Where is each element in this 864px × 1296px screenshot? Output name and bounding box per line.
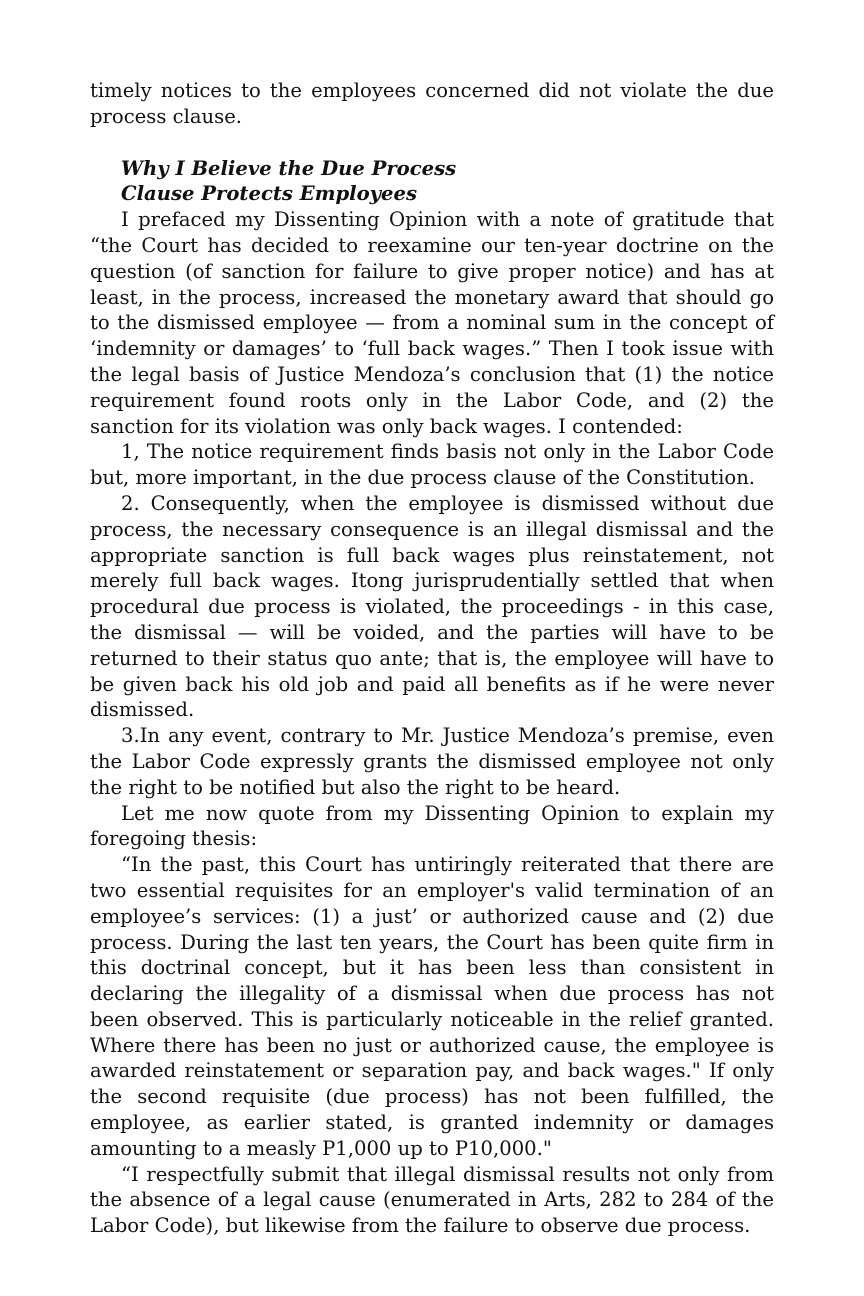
continuation-paragraph: timely notices to the employees concerned did not violate the due process clause.: [90, 79, 774, 128]
section-heading-line-1: Why I Believe the Due Process: [121, 156, 457, 180]
document-page: [90, 78, 774, 1239]
quote-intro-paragraph: Let me now quote from my Dissenting Opinion to explain my foregoing thesis:: [90, 801, 774, 851]
contention-point-2: 2. Consequently, when the employee is dismissed without due process, the necessary consequence is an illegal dismissal and the appropriate sanction is full back wages plus reinstatement, not merely full back wages. Itong jurisprudentially settled that when procedural due process is violated, the proceedings - in this case, the dismissal — will be voided, and the parties will have to be returned to their status quo ante; that is, the employee will have to be given back his old job and paid all benefits as if he were never dismissed.: [90, 491, 774, 722]
quoted-paragraph-1: “In the past, this Court has untiringly reiterated that there are two essential requisites for an employer's valid termination of an employee’s services: (1) a just’ or authorized cause and (2) due process. During the last ten years, the Court has been quite firm in this doctrinal concept, but it has been less than consistent in declaring the illegality of a dismissal when due process has not been observed. This is particularly noticeable in the relief granted. Where there has been no just or authorized cause, the employee is awarded reinstatement or separation pay, and back wages." If only the second requisite (due process) has not been fulfilled, the employee, as earlier stated, is granted indemnity or damages amounting to a measly P1,000 up to P10,000.": [90, 853, 774, 1160]
contention-point-3: 3.In any event, contrary to Mr. Justice Mendoza’s premise, even the Labor Code expressly grants the dismissed employee not only the right to be notified but also the right to be heard.: [90, 724, 774, 799]
preface-paragraph: I prefaced my Dissenting Opinion with a note of gratitude that “the Court has decided to reexamine our ten-year doctrine on the question (of sanction for failure to give proper notice) and has at least, in the process, increased the monetary award that should go to the dismissed employee — from a nominal sum in the concept of ‘indemnity or damages’ to ‘full back wages.” Then I took issue with the legal basis of Justice Mendoza’s conclusion that (1) the notice requirement found roots only in the Labor Code, and (2) the sanction for its violation was only back wages. I contended:: [90, 208, 774, 438]
section-heading-line-2: Clause Protects Employees: [121, 182, 418, 206]
quoted-paragraph-2: “I respectfully submit that illegal dismissal results not only from the absence of a legal cause (enumerated in Arts, 282 to 284 of the Labor Code), but likewise from the failure to observe due process.: [90, 1162, 774, 1238]
contention-point-1: 1, The notice requirement finds basis not only in the Labor Code but, more important, in the due process clause of the Constitution.: [90, 440, 774, 490]
